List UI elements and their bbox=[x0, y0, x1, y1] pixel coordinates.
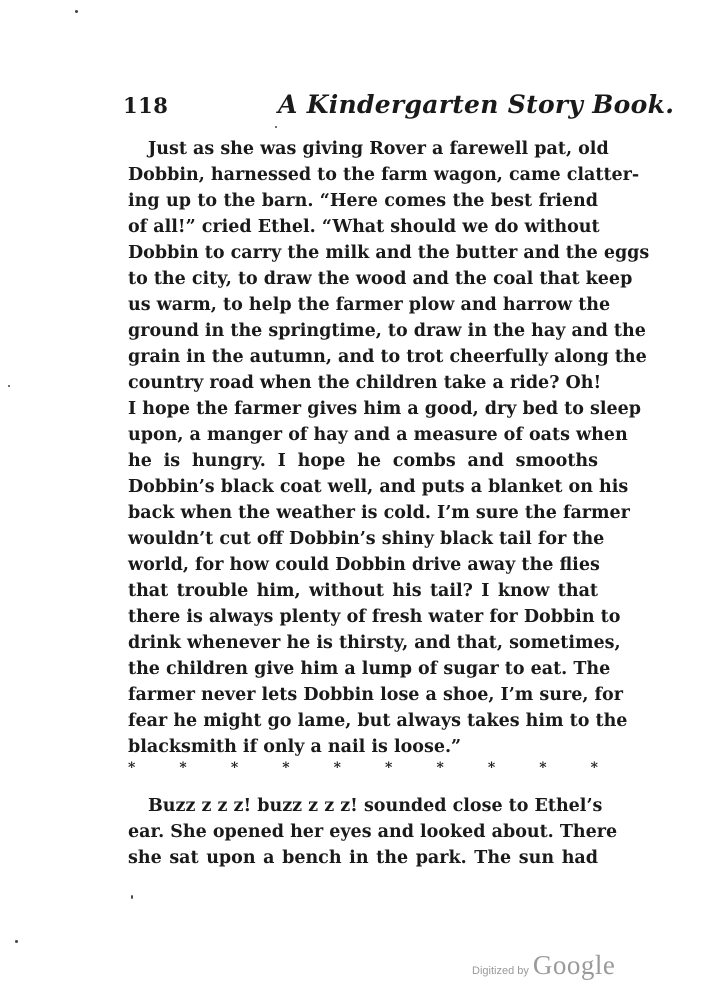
text-line: Dobbin, harnessed to the farm wagon, came clatter- bbox=[128, 165, 640, 185]
running-title: A Kindergarten Story Book. bbox=[278, 90, 675, 119]
separator-star: * bbox=[282, 760, 290, 776]
text-line: wouldn’t cut off Dobbin’s shiny black tail for the bbox=[128, 529, 605, 549]
text-line: ground in the springtime, to draw in the hay and the bbox=[128, 321, 646, 341]
scan-speck bbox=[8, 385, 10, 387]
paragraph-1 bbox=[128, 136, 650, 760]
text-line: Dobbin to carry the milk and the butter and the eggs bbox=[128, 243, 650, 263]
separator-star: * bbox=[590, 760, 598, 776]
text-line: that trouble him, without his tail? I know that bbox=[128, 581, 598, 601]
separator-star: * bbox=[333, 760, 341, 776]
text-line: farmer never lets Dobbin lose a shoe, I’m sure, for bbox=[128, 685, 623, 705]
text-line: to the city, to draw the wood and the coal that keep bbox=[128, 269, 633, 289]
text-line: there is always plenty of fresh water for Dobbin to bbox=[128, 607, 621, 627]
text-line: blacksmith if only a nail is loose.” bbox=[128, 737, 462, 757]
text-line: of all!” cried Ethel. “What should we do without bbox=[128, 217, 600, 237]
digitized-watermark bbox=[472, 950, 615, 981]
separator-star: * bbox=[539, 760, 547, 776]
text-line: world, for how could Dobbin drive away the flies bbox=[128, 555, 600, 575]
text-line: grain in the autumn, and to trot cheerfully along the bbox=[128, 347, 647, 367]
separator-star: * bbox=[385, 760, 393, 776]
section-separator bbox=[128, 760, 598, 776]
separator-star: * bbox=[230, 760, 239, 776]
text-line: drink whenever he is thirsty, and that, sometimes, bbox=[128, 633, 621, 653]
text-line: she sat upon a bench in the park. The sun had bbox=[128, 848, 598, 868]
watermark-prefix: Digitized by bbox=[472, 965, 529, 977]
text-line: us warm, to help the farmer plow and harrow the bbox=[128, 295, 611, 315]
text-line: I hope the farmer gives him a good, dry bed to sleep bbox=[128, 399, 642, 419]
text-line: the children give him a lump of sugar to eat. The bbox=[128, 659, 611, 679]
scan-speck bbox=[15, 940, 18, 943]
page-number: 118 bbox=[123, 93, 169, 118]
text-line: fear he might go lame, but always takes him to the bbox=[128, 711, 628, 731]
separator-star: * bbox=[128, 760, 136, 776]
separator-star: * bbox=[487, 760, 496, 776]
google-logo: Google bbox=[532, 950, 616, 980]
text-line: Just as she was giving Rover a farewell pat, old bbox=[148, 139, 609, 159]
text-line: country road when the children take a ride? Oh! bbox=[128, 373, 602, 393]
text-line: upon, a manger of hay and a measure of oats when bbox=[128, 425, 628, 445]
separator-star: * bbox=[179, 760, 187, 776]
scan-speck bbox=[131, 895, 133, 899]
scan-speck bbox=[75, 10, 78, 13]
separator-star: * bbox=[436, 760, 444, 776]
text-line: he is hungry. I hope he combs and smooths bbox=[128, 451, 598, 471]
paragraph-2 bbox=[128, 793, 618, 871]
scan-speck bbox=[275, 126, 277, 128]
text-line: back when the weather is cold. I’m sure the farmer bbox=[128, 503, 630, 523]
text-line: ear. She opened her eyes and looked about. There bbox=[128, 822, 618, 842]
text-line: Dobbin’s black coat well, and puts a blanket on his bbox=[128, 477, 629, 497]
text-line: ing up to the barn. “Here comes the best friend bbox=[128, 191, 598, 211]
text-line: Buzz z z z! buzz z z z! sounded close to Ethel’s bbox=[148, 796, 603, 816]
